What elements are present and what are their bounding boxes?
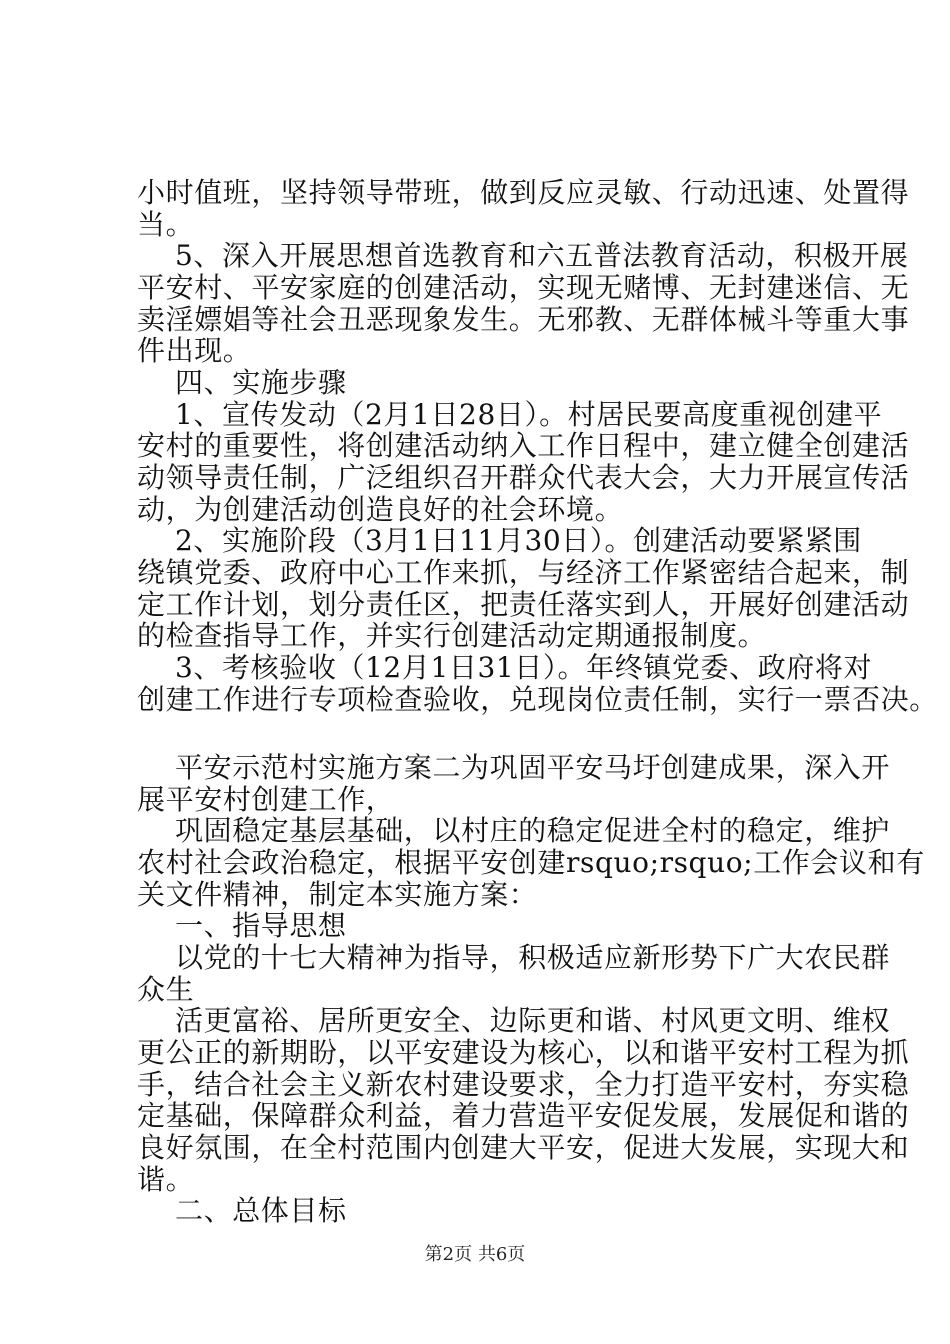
body-line: 卖淫嫖娼等社会丑恶现象发生。无邪教、无群体械斗等重大事	[137, 303, 910, 336]
paragraph-line: 1、宣传发动（2月1日28日）。村居民要高度重视创建平	[175, 398, 883, 431]
body-line: 当。	[137, 208, 195, 241]
section-heading: 四、实施步骤	[175, 366, 347, 399]
body-line: 动领导责任制，广泛组织召开群众代表大会，大力开展宣传活	[137, 461, 910, 494]
section-heading: 一、指导思想	[175, 909, 347, 942]
body-line: 小时值班，坚持领导带班，做到反应灵敏、行动迅速、处置得	[137, 176, 910, 209]
body-line: 良好氛围，在全村范围内创建大平安，促进大发展，实现大和	[137, 1131, 910, 1164]
paragraph-line: 2、实施阶段（3月1日11月30日）。创建活动要紧紧围	[175, 524, 862, 557]
body-line: 件出现。	[137, 334, 252, 367]
body-line: 更公正的新期盼，以平安建设为核心，以和谐平安村工程为抓	[137, 1036, 910, 1069]
body-line: 手，结合社会主义新农村建设要求，全力打造平安村，夯实稳	[137, 1068, 910, 1101]
body-line: 定基础，保障群众利益，着力营造平安促发展，发展促和谐的	[137, 1099, 910, 1132]
paragraph-line: 以党的十七大精神为指导，积极适应新形势下广大农民群	[175, 941, 891, 974]
body-line: 动，为创建活动创造良好的社会环境。	[137, 493, 624, 526]
body-line: 绕镇党委、政府中心工作来抓，与经济工作紧密结合起来，制	[137, 556, 910, 589]
page-number-footer: 第2页 共6页	[424, 1244, 526, 1265]
body-line: 谐。	[137, 1163, 195, 1196]
body-line: 农村社会政治稳定，根据平安创建rsquo;rsquo;工作会议和有	[137, 846, 925, 879]
body-line: 的检查指导工作，并实行创建活动定期通报制度。	[137, 619, 767, 652]
paragraph-line: 活更富裕、居所更安全、边际更和谐、村风更文明、维权	[175, 1004, 891, 1037]
body-line: 定工作计划，划分责任区，把责任落实到人，开展好创建活动	[137, 588, 910, 621]
body-line: 众生	[137, 973, 195, 1006]
body-line: 展平安村创建工作，	[137, 783, 395, 816]
paragraph-line: 3、考核验收（12月1日31日）。年终镇党委、政府将对	[175, 651, 873, 684]
paragraph-line: 巩固稳定基层基础，以村庄的稳定促进全村的稳定，维护	[175, 814, 891, 847]
body-line: 创建工作进行专项检查验收，兑现岗位责任制，实行一票否决。	[137, 683, 938, 716]
body-line: 平安村、平安家庭的创建活动，实现无赌博、无封建迷信、无	[137, 271, 910, 304]
body-line: 关文件精神，制定本实施方案：	[137, 878, 538, 911]
section-title-line: 平安示范村实施方案二为巩固平安马圩创建成果，深入开	[175, 751, 891, 784]
paragraph-line: 5、深入开展思想首选教育和六五普法教育活动，积极开展	[175, 239, 909, 272]
body-line: 安村的重要性，将创建活动纳入工作日程中，建立健全创建活	[137, 429, 910, 462]
section-heading: 二、总体目标	[175, 1194, 347, 1227]
